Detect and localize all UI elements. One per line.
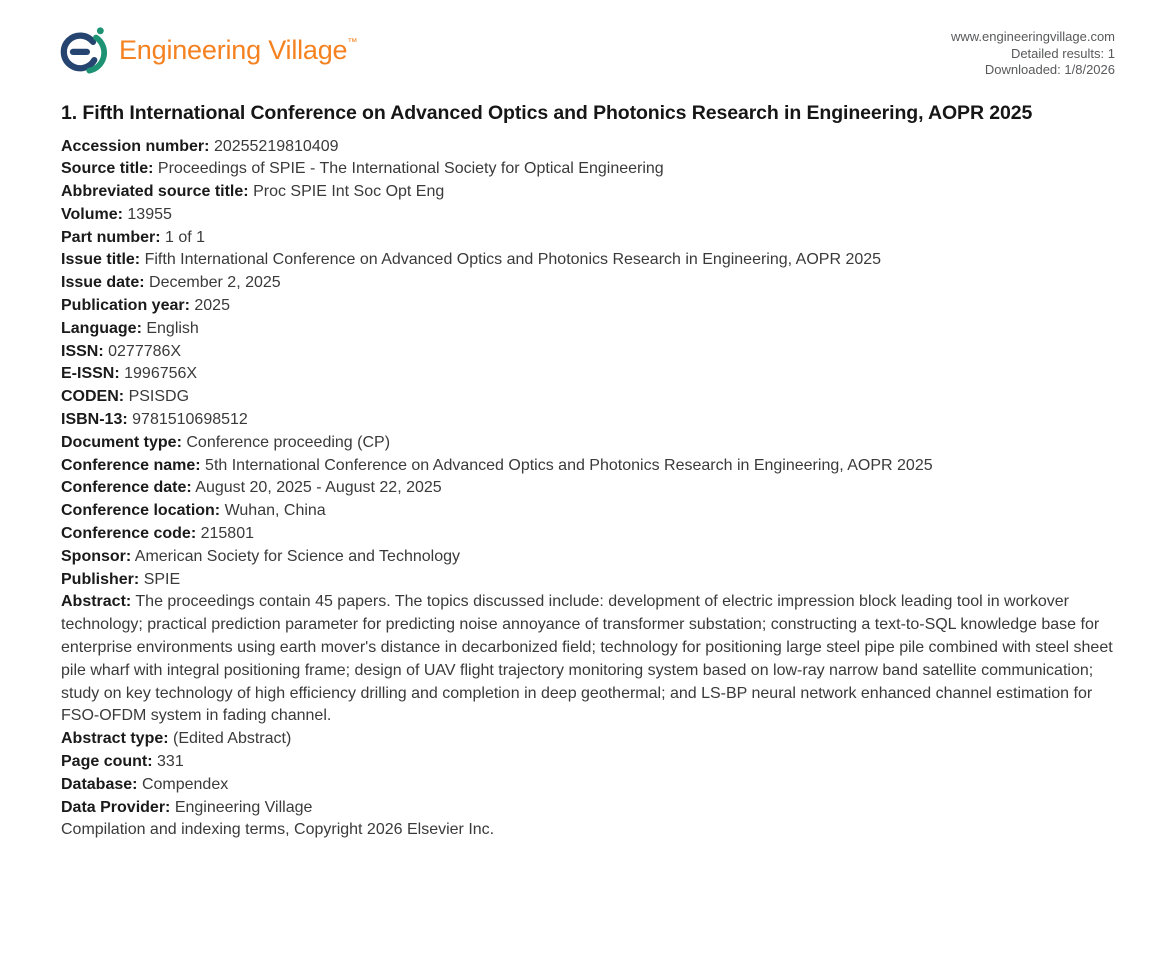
field-label: Conference location: bbox=[61, 502, 221, 520]
field-row bbox=[61, 249, 1115, 272]
website-url: www.engineeringvillage.com bbox=[950, 29, 1115, 44]
field-value: Conference proceeding (CP) bbox=[186, 433, 391, 451]
field-label: Abstract: bbox=[61, 593, 132, 611]
field-row bbox=[61, 477, 1115, 500]
field-value: American Society for Science and Technology bbox=[134, 547, 460, 565]
field-value: (Edited Abstract) bbox=[173, 730, 292, 748]
field-row bbox=[61, 272, 1115, 295]
field-label: Publication year: bbox=[61, 297, 190, 315]
field-value: 5th International Conference on Advanced Optics and Photonics Research in Engineering, AOPR 2025 bbox=[205, 456, 933, 474]
field-label: Source title: bbox=[61, 160, 154, 178]
engineering-village-logo bbox=[60, 24, 357, 76]
field-label: Conference code: bbox=[61, 525, 197, 543]
field-label: Document type: bbox=[61, 433, 182, 451]
record-title: 1. Fifth International Conference on Advanced Optics and Photonics Research in Engineering, AOPR 2025 bbox=[61, 101, 1033, 124]
field-label: Issue date: bbox=[61, 274, 145, 292]
field-row bbox=[61, 204, 1115, 227]
page-header bbox=[0, 0, 1174, 79]
brand-name bbox=[119, 35, 357, 66]
field-label: Data Provider: bbox=[61, 798, 171, 816]
field-row bbox=[61, 341, 1115, 364]
field-value: August 20, 2025 - August 22, 2025 bbox=[195, 479, 442, 497]
field-value: English bbox=[146, 319, 199, 337]
record-detail bbox=[0, 79, 1174, 843]
field-label: Conference date: bbox=[61, 479, 192, 497]
field-label: ISBN-13: bbox=[61, 411, 128, 429]
field-value: December 2, 2025 bbox=[149, 274, 281, 292]
field-label: ISSN: bbox=[61, 342, 104, 360]
field-row bbox=[61, 774, 1115, 797]
field-row bbox=[61, 455, 1115, 478]
field-value: Wuhan, China bbox=[224, 502, 326, 520]
field-row bbox=[61, 295, 1115, 318]
record-fields bbox=[61, 136, 1115, 820]
field-row bbox=[61, 181, 1115, 204]
field-label: Abstract type: bbox=[61, 730, 169, 748]
field-row bbox=[61, 386, 1115, 409]
field-label: Page count: bbox=[61, 753, 153, 771]
field-row bbox=[61, 432, 1115, 455]
field-row bbox=[61, 158, 1115, 181]
field-value: PSISDG bbox=[128, 388, 190, 406]
field-label: Database: bbox=[61, 775, 138, 793]
field-row bbox=[61, 728, 1115, 751]
field-value: Fifth International Conference on Advanced Optics and Photonics Research in Engineering, AOPR 2025 bbox=[144, 251, 882, 269]
field-row bbox=[61, 136, 1115, 159]
field-value: 20255219810409 bbox=[213, 137, 339, 155]
field-label: Publisher: bbox=[61, 570, 140, 588]
field-value: Proceedings of SPIE - The International Society for Optical Engineering bbox=[157, 160, 664, 178]
field-value: SPIE bbox=[143, 570, 181, 588]
field-row bbox=[61, 227, 1115, 250]
field-label: Sponsor: bbox=[61, 547, 132, 565]
field-row bbox=[61, 409, 1115, 432]
field-row bbox=[61, 546, 1115, 569]
brand-name-text: Engineering Village bbox=[119, 34, 348, 65]
field-value: 331 bbox=[157, 753, 184, 771]
field-row bbox=[61, 523, 1115, 546]
field-row bbox=[61, 363, 1115, 386]
field-label: Issue title: bbox=[61, 251, 141, 269]
downloaded-date: Downloaded: 1/8/2026 bbox=[984, 62, 1115, 77]
field-value: 13955 bbox=[127, 205, 172, 223]
ei-logo-icon bbox=[60, 24, 108, 76]
copyright-line: Compilation and indexing terms, Copyright 2026 Elsevier Inc. bbox=[61, 821, 495, 839]
field-value: 2025 bbox=[194, 297, 230, 315]
field-row bbox=[61, 500, 1115, 523]
field-label: Abbreviated source title: bbox=[61, 183, 249, 201]
field-value: Compendex bbox=[141, 775, 229, 793]
detailed-results-count: Detailed results: 1 bbox=[1010, 45, 1115, 61]
field-row bbox=[61, 591, 1115, 728]
field-value: The proceedings contain 45 papers. The topics discussed include: development of electric impression block leading tool in workover technology; practical prediction parameter for predicting noise annoyance of transformer substation; constructing a text-to-SQL knowledge base for enterprise environments using earth mover's distance in decarbonized field; technology for positioning large steel pipe pile combined with steel sheet pile wharf with integral positioning frame; design of UAV flight trajectory monitoring system based on low-ray narrow band satellite communication; study on key technology of high efficiency drilling and completion in deep geothermal; and LS-BP neural network enhanced channel estimation for FSO-OFDM system in fading channel. bbox=[61, 593, 1113, 725]
field-label: Accession number: bbox=[61, 137, 210, 155]
field-label: Volume: bbox=[61, 205, 123, 223]
field-value: 9781510698512 bbox=[132, 411, 248, 429]
field-value: 1 of 1 bbox=[165, 228, 206, 246]
field-value: 1996756X bbox=[124, 365, 198, 383]
field-label: CODEN: bbox=[61, 388, 125, 406]
field-row bbox=[61, 751, 1115, 774]
field-value: Engineering Village bbox=[174, 798, 313, 816]
field-value: 0277786X bbox=[108, 342, 182, 360]
field-row bbox=[61, 318, 1115, 341]
field-label: E-ISSN: bbox=[61, 365, 120, 383]
field-label: Language: bbox=[61, 319, 142, 337]
field-label: Part number: bbox=[61, 228, 161, 246]
field-row bbox=[61, 797, 1115, 820]
header-info bbox=[951, 24, 1115, 79]
trademark-symbol: ™ bbox=[347, 36, 358, 48]
field-value: Proc SPIE Int Soc Opt Eng bbox=[253, 183, 445, 201]
field-value: 215801 bbox=[200, 525, 254, 543]
field-row bbox=[61, 569, 1115, 592]
field-label: Conference name: bbox=[61, 456, 201, 474]
